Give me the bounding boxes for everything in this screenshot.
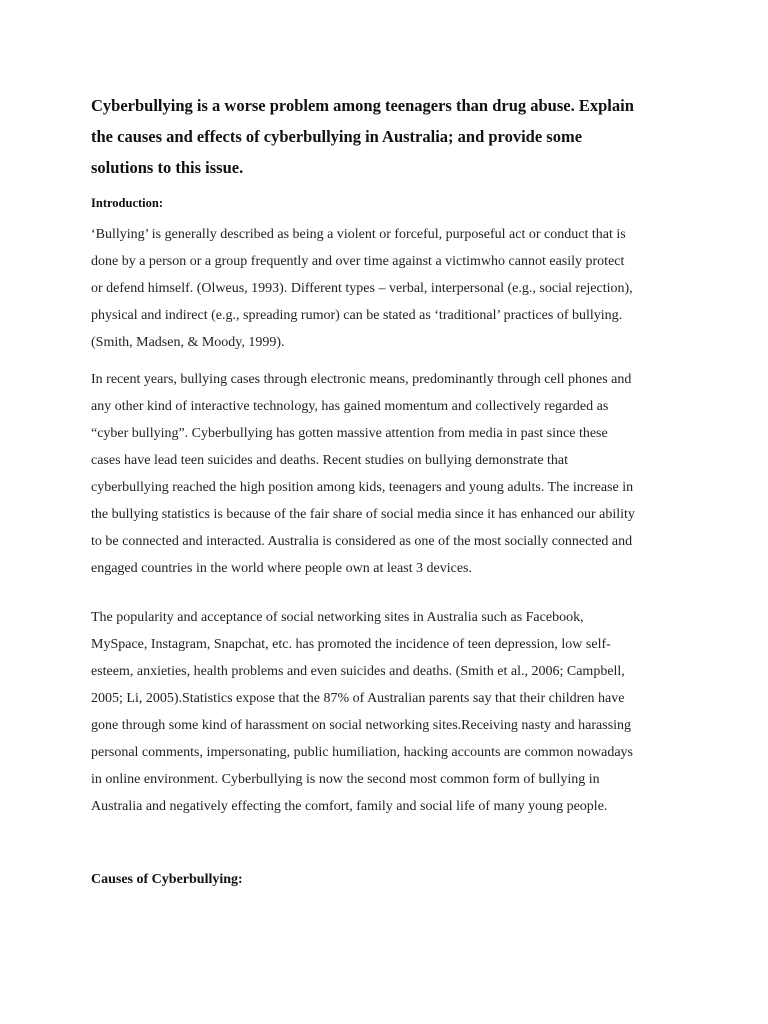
paragraph-line: In recent years, bullying cases through electronic means, predominantly through cell phones and <box>91 372 632 387</box>
paragraph-line: physical and indirect (e.g., spreading rumor) can be stated as ‘traditional’ practices of bullying. <box>91 308 623 323</box>
paragraph-line: cases have lead teen suicides and deaths. Recent studies on bullying demonstrate that <box>91 453 569 468</box>
essay-title <box>91 90 681 183</box>
paragraph-line: cyberbullying reached the high position among kids, teenagers and young adults. The increase in <box>91 480 634 495</box>
paragraph-line: esteem, anxieties, health problems and even suicides and deaths. (Smith et al., 2006; Campbell, <box>91 664 625 679</box>
title-line: solutions to this issue. <box>91 158 244 177</box>
paragraph-line: the bullying statistics is because of the fair share of social media since it has enhanced our ability <box>91 507 635 522</box>
title-line: the causes and effects of cyberbullying in Australia; and provide some <box>91 127 583 146</box>
paragraph-cyberbullying-rise <box>91 366 681 582</box>
paragraph-line: personal comments, impersonating, public humiliation, hacking accounts are common nowadays <box>91 745 633 760</box>
paragraph-line: 2005; Li, 2005).Statistics expose that the 87% of Australian parents say that their children have <box>91 691 625 706</box>
causes-heading: Causes of Cyberbullying: <box>91 872 243 887</box>
title-line: Cyberbullying is a worse problem among teenagers than drug abuse. Explain <box>91 96 634 115</box>
introduction-heading: Introduction: <box>91 196 164 210</box>
paragraph-line: (Smith, Madsen, & Moody, 1999). <box>91 335 285 350</box>
paragraph-line: gone through some kind of harassment on social networking sites.Receiving nasty and harassing <box>91 718 632 733</box>
paragraph-line: to be connected and interacted. Australia is considered as one of the most socially connected and <box>91 534 633 549</box>
paragraph-bullying-definition <box>91 221 681 356</box>
paragraph-line: MySpace, Instagram, Snapchat, etc. has promoted the incidence of teen depression, low self- <box>91 637 611 652</box>
paragraph-line: ‘Bullying’ is generally described as being a violent or forceful, purposeful act or conduct that is <box>91 227 626 242</box>
paragraph-line: any other kind of interactive technology, has gained momentum and collectively regarded as <box>91 399 609 414</box>
paragraph-line: engaged countries in the world where people own at least 3 devices. <box>91 561 472 576</box>
paragraph-line: or defend himself. (Olweus, 1993). Different types – verbal, interpersonal (e.g., social rejection), <box>91 281 633 296</box>
paragraph-line: done by a person or a group frequently and over time against a victimwho cannot easily protect <box>91 254 625 269</box>
paragraph-line: Australia and negatively effecting the comfort, family and social life of many young people. <box>91 799 608 814</box>
paragraph-line: “cyber bullying”. Cyberbullying has gotten massive attention from media in past since these <box>91 426 608 441</box>
paragraph-line: The popularity and acceptance of social networking sites in Australia such as Facebook, <box>91 610 584 625</box>
paragraph-line: in online environment. Cyberbullying is now the second most common form of bullying in <box>91 772 600 787</box>
paragraph-social-networking <box>91 604 681 820</box>
